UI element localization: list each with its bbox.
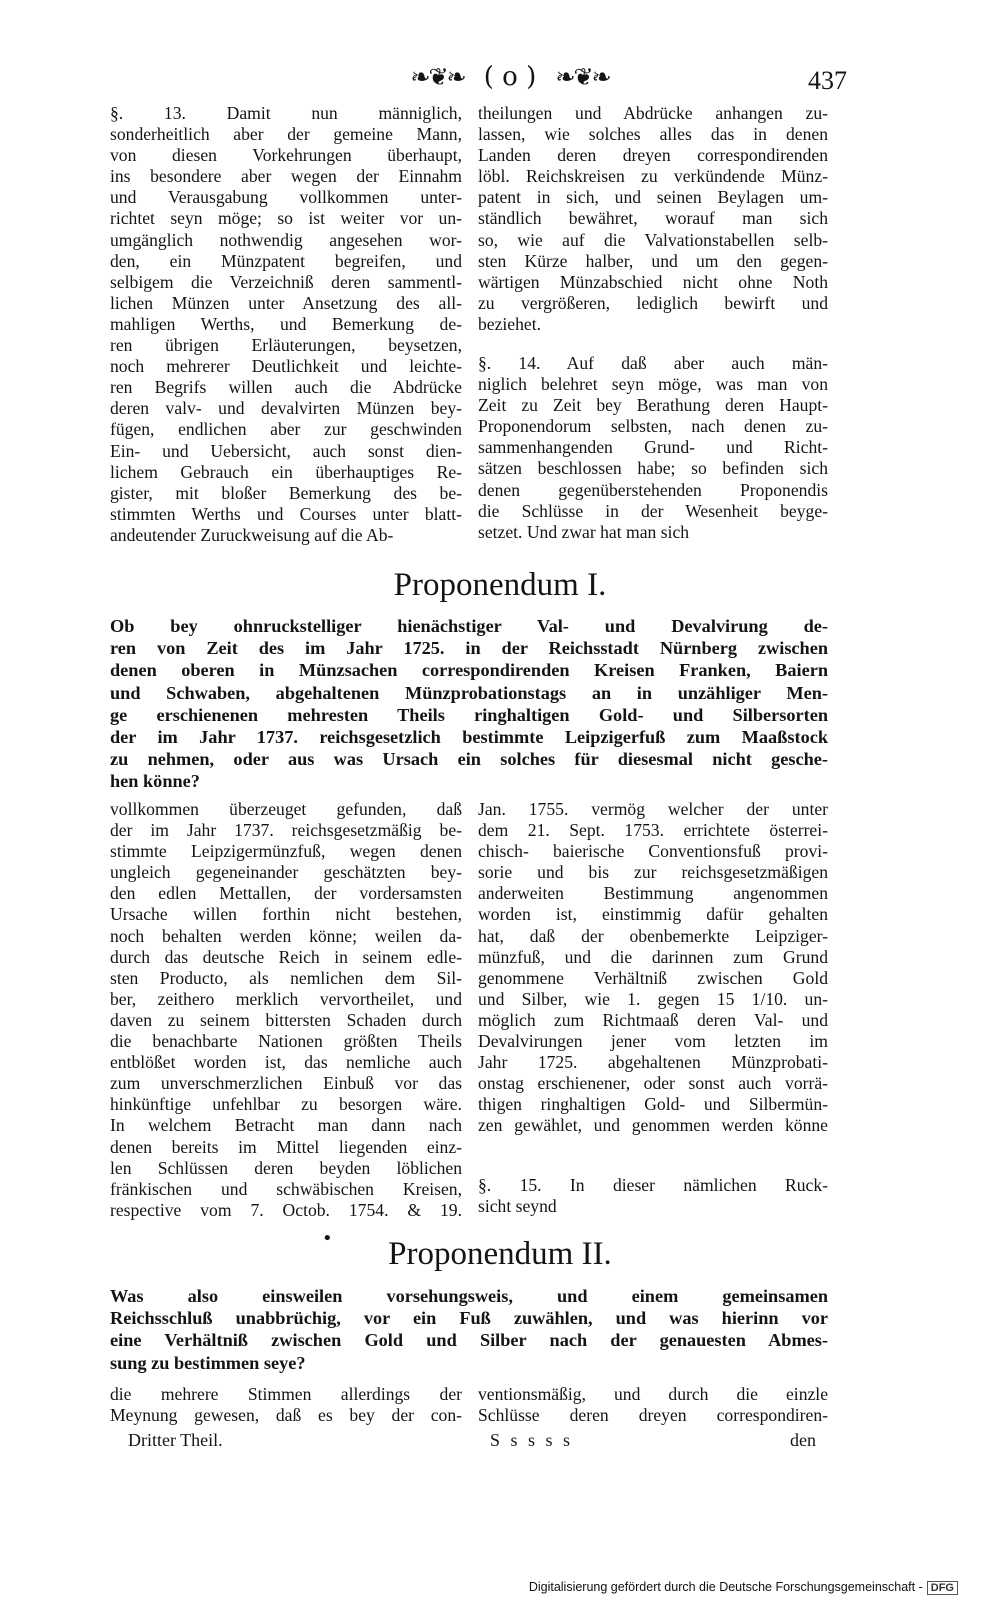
text-line: ren Begrifs willen auch die Abdrücke bbox=[110, 377, 462, 398]
text-line: ren übrigen Erläuterungen, beysetzen, bbox=[110, 335, 462, 356]
text-line: §. 14. Auf daß aber auch män- bbox=[478, 353, 828, 373]
text-line: beziehet. bbox=[478, 313, 542, 334]
text-line: den, ein Münzpatent begreifen, und bbox=[110, 250, 462, 271]
text-line: zum unverschmerzlichen Einbuß vor das bbox=[110, 1073, 462, 1094]
page-number: 437 bbox=[808, 66, 847, 95]
text-line: hen könne? bbox=[110, 771, 200, 792]
text-line: ständlich bewähret, worauf man sich bbox=[478, 208, 828, 229]
text-line: Ursache willen forthin nicht bestehen, bbox=[110, 904, 462, 925]
text-line: worden ist, einstimmig dafür gehalten bbox=[478, 904, 828, 925]
text-line: len Schlüssen deren beyden löblichen bbox=[110, 1157, 462, 1178]
text-line: Jahr 1725. abgehaltenen Münzprobati- bbox=[478, 1052, 828, 1073]
text-line: den edlen Mettallen, der vordersamsten bbox=[110, 883, 462, 904]
text-line: sicht seynd bbox=[478, 1196, 557, 1217]
proponendum-1-answer-left bbox=[110, 799, 462, 1221]
section-13-continuation bbox=[478, 103, 828, 335]
text-line: genommene Verhältniß zwischen Gold bbox=[478, 967, 828, 988]
text-line: richtet seyn möge; so ist weiter vor un- bbox=[110, 208, 462, 229]
text-line: durch das deutsche Reich in seinem edle- bbox=[110, 946, 462, 967]
text-line: gister, mit bloßer Bemerkung des be- bbox=[110, 482, 462, 503]
proponendum-1-heading: Proponendum I. bbox=[393, 567, 607, 603]
section-15-paragraph bbox=[478, 1175, 828, 1217]
text-line: Zeit zu Zeit bey Berathung deren Haupt- bbox=[478, 395, 828, 416]
text-line: zen gewählet, und genommen werden könne bbox=[478, 1115, 828, 1136]
text-line: umgänglich nothwendig angesehen wor- bbox=[110, 229, 462, 250]
text-line: zu vergrößeren, lediglich bewirft und bbox=[478, 292, 828, 313]
text-line: Devalvirungen jener vom letzten im bbox=[478, 1031, 828, 1052]
text-line: In welchem Betracht man dann nach bbox=[110, 1115, 462, 1136]
ink-mark: • bbox=[322, 1228, 333, 1249]
text-line: entblößet worden ist, das nemliche auch bbox=[110, 1052, 462, 1073]
proponendum-2-answer-right bbox=[478, 1384, 828, 1426]
text-line: §. 13. Damit nun männiglich, bbox=[110, 103, 462, 123]
proponendum-2-heading: Proponendum II. bbox=[388, 1236, 612, 1272]
text-line: möglich zum Richtmaaß deren Val- und bbox=[478, 1009, 828, 1030]
text-line: chisch- baierische Conventionsfuß provi- bbox=[478, 841, 828, 862]
text-line: hat, daß der obenbemerkte Leipziger- bbox=[478, 925, 828, 946]
text-line: mahligen Werths, und Bemerkung de- bbox=[110, 313, 462, 334]
text-line: dem 21. Sept. 1753. errichtete österrei- bbox=[478, 820, 828, 841]
text-line: lassen, wie solches alles das in denen bbox=[478, 124, 828, 145]
text-line: wärtigen Münzabschied nicht ohne Noth bbox=[478, 271, 828, 292]
catchword: den bbox=[790, 1430, 816, 1450]
text-line: ren von Zeit des im Jahr 1725. in der Reichsstadt Nürnberg zwischen bbox=[110, 638, 828, 659]
text-line: Meynung gewesen, daß es bey der con- bbox=[110, 1405, 462, 1426]
text-line: stimmten Werths und Courses unter blatt- bbox=[110, 503, 462, 524]
text-line: respective vom 7. Octob. 1754. & 19. bbox=[110, 1199, 462, 1220]
text-line: die mehrere Stimmen allerdings der bbox=[110, 1384, 462, 1404]
text-line: der im Jahr 1737. reichsgesetzlich bestimmte Leipzigerfuß zum Maaßstock bbox=[110, 727, 828, 748]
text-line: setzet. Und zwar hat man sich bbox=[478, 521, 690, 542]
text-line: Landen deren dreyen correspondirenden bbox=[478, 145, 828, 166]
text-line: eine Verhältniß zwischen Gold und Silber nach der genauesten Abmes- bbox=[110, 1330, 828, 1351]
ornament-right: ❧❦❧ bbox=[555, 63, 610, 91]
text-line: die Schlüsse in der Wesenheit beyge- bbox=[478, 500, 828, 521]
text-line: ber, zeithero merklich vervortheilet, und bbox=[110, 988, 462, 1009]
text-line: sten Producto, als nemlichen dem Sil- bbox=[110, 967, 462, 988]
text-line: lichem Gebrauch ein überhauptiges Re- bbox=[110, 461, 462, 482]
text-line: ventionsmäßig, und durch die einzle bbox=[478, 1384, 828, 1404]
section-14-paragraph bbox=[478, 353, 828, 543]
text-line: deren valv- und devalvirten Münzen bey- bbox=[110, 398, 462, 419]
text-line: stimmte Leipzigermünzfuß, wegen denen bbox=[110, 841, 462, 862]
text-line: und Silber, wie 1. gegen 15 1/10. un- bbox=[478, 988, 828, 1009]
text-line: zu nehmen, oder aus was Ursach ein solches für diesesmal nicht gesche- bbox=[110, 749, 828, 770]
text-line: münzfuß, und die darinnen zum Grund bbox=[478, 946, 828, 967]
proponendum-2-question bbox=[110, 1285, 828, 1374]
proponendum-1-answer-right bbox=[478, 799, 828, 1137]
text-line: andeutender Zuruckweisung auf die Ab- bbox=[110, 524, 394, 545]
text-line: ungleich gegeneinander geschätzten bey- bbox=[110, 862, 462, 883]
text-line: §. 15. In dieser nämlichen Ruck- bbox=[478, 1175, 828, 1195]
text-line: und Schwaben, abgehaltenen Münzprobationstags an in unzähliger Men- bbox=[110, 682, 828, 703]
text-line: vollkommen überzeuget gefunden, daß bbox=[110, 799, 462, 819]
text-line: theilungen und Abdrücke anhangen zu- bbox=[478, 103, 828, 123]
running-head-mark: ( o ) bbox=[483, 62, 537, 92]
running-head bbox=[330, 62, 690, 96]
text-line: hinkünftige unfehlbar zu besorgen wäre. bbox=[110, 1094, 462, 1115]
text-line: anderweiten Bestimmung angenommen bbox=[478, 883, 828, 904]
text-line: Proponendorum selbsten, nach denen zu- bbox=[478, 416, 828, 437]
digitization-credit bbox=[529, 1580, 958, 1595]
text-line: lichen Münzen unter Ansetzung des all- bbox=[110, 292, 462, 313]
text-line: löbl. Reichskreisen zu verkündende Münz- bbox=[478, 166, 828, 187]
text-line: die benachbarte Nationen größten Theils bbox=[110, 1031, 462, 1052]
text-line: Reichsschluß unabbrüchig, vor ein Fuß zuwählen, und was hierinn vor bbox=[110, 1308, 828, 1329]
text-line: sten Kürze halber, und um den gegen- bbox=[478, 250, 828, 271]
text-line: noch mehrerer Deutlichkeit und leichte- bbox=[110, 356, 462, 377]
text-line: fügen, endlichen aber zur geschwinden bbox=[110, 419, 462, 440]
text-line: denen gegenüberstehenden Proponendis bbox=[478, 479, 828, 500]
text-line: selbigem die Verzeichniß deren sammentl- bbox=[110, 271, 462, 292]
signature-mark: S s s s s bbox=[490, 1430, 574, 1450]
text-line: denen bereits im Mittel liegenden einz- bbox=[110, 1136, 462, 1157]
text-line: Schlüsse deren dreyen correspondiren- bbox=[478, 1405, 828, 1426]
text-line: fränkischen und schwäbischen Kreisen, bbox=[110, 1178, 462, 1199]
text-line: der im Jahr 1737. reichsgesetzmäßig be- bbox=[110, 820, 462, 841]
proponendum-2-answer-left bbox=[110, 1384, 462, 1426]
text-line: sonderheitlich aber der gemeine Mann, bbox=[110, 124, 462, 145]
text-line: thigen ringhaltigen Gold- und Silbermün- bbox=[478, 1094, 828, 1115]
credit-text: Digitalisierung gefördert durch die Deutsche Forschungsgemeinschaft - bbox=[528, 1580, 923, 1594]
text-line: ins besondere aber wegen der Einnahm bbox=[110, 166, 462, 187]
text-line: onstag erschienener, oder sonst auch vorrä- bbox=[478, 1073, 828, 1094]
text-line: und Verausgabung vollkommen unter- bbox=[110, 187, 462, 208]
text-line: daven zu seinem bittersten Schaden durch bbox=[110, 1009, 462, 1030]
text-line: sätzen beschlossen habe; so befinden sich bbox=[478, 458, 828, 479]
text-line: denen oberen in Münzsachen correspondirenden Kreisen Franken, Baiern bbox=[110, 660, 828, 681]
text-line: Was also einsweilen vorsehungsweis, und einem gemeinsamen bbox=[110, 1286, 828, 1306]
volume-label: Dritter Theil. bbox=[128, 1430, 223, 1450]
text-line: so, wie auf die Valvationstabellen selb- bbox=[478, 229, 828, 250]
ornament-left: ❧❦❧ bbox=[410, 63, 465, 91]
text-line: niglich belehret seyn möge, was man von bbox=[478, 374, 828, 395]
proponendum-1-question bbox=[110, 615, 828, 793]
text-line: Ein- und Uebersicht, auch sonst dien- bbox=[110, 440, 462, 461]
text-line: sung zu bestimmen seye? bbox=[110, 1352, 306, 1373]
text-line: sammenhangenden Grund- und Richt- bbox=[478, 437, 828, 458]
text-line: sorie und bis zur reichsgesetzmäßigen bbox=[478, 862, 828, 883]
dfg-logo-icon: DFG bbox=[927, 1581, 958, 1595]
section-13-paragraph bbox=[110, 103, 462, 546]
text-line: von diesen Vorkehrungen überhaupt, bbox=[110, 145, 462, 166]
text-line: Ob bey ohnruckstelliger hienächstiger Val- und Devalvirung de- bbox=[110, 616, 828, 636]
text-line: patent in sich, und seinen Beylagen um- bbox=[478, 187, 828, 208]
text-line: noch behalten werden könne; weilen da- bbox=[110, 925, 462, 946]
text-line: ge erschienenen mehresten Theils ringhaltigen Gold- und Silbersorten bbox=[110, 704, 828, 725]
text-line: Jan. 1755. vermög welcher der unter bbox=[478, 799, 828, 819]
